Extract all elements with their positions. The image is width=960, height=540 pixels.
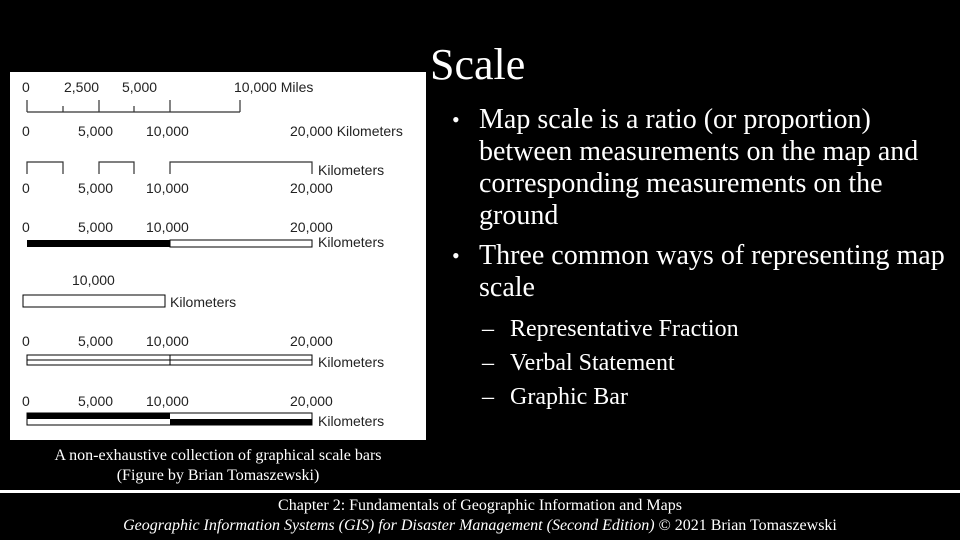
unit-label: Kilometers xyxy=(318,162,385,178)
tick-label: 5,000 xyxy=(78,333,114,349)
tick-label: 0 xyxy=(22,79,30,95)
sub-bullet-list xyxy=(446,312,946,414)
bullet-list xyxy=(446,104,946,414)
tick-label: 10,000 xyxy=(146,219,189,235)
unit-label: Kilometers xyxy=(318,354,385,370)
dash-icon: – xyxy=(482,316,494,342)
unit-label: Kilometers xyxy=(318,234,385,250)
footer-book-title: Geographic Information Systems (GIS) for Disaster Management (Second Edition) xyxy=(123,517,655,534)
tick-label: 20,000 xyxy=(290,219,333,235)
sub-bullet-text: Representative Fraction xyxy=(510,316,739,342)
slide-title: Scale xyxy=(430,40,526,89)
bar-segment-dark xyxy=(27,413,170,419)
caption-line: A non-exhaustive collection of graphical scale bars xyxy=(54,447,382,464)
sub-bullet-text: Verbal Statement xyxy=(510,350,675,376)
tick-label: 5,000 xyxy=(78,123,114,139)
tick-label: 10,000 xyxy=(72,272,115,288)
tick-label: 20,000 xyxy=(290,393,333,409)
scale-bar-miles xyxy=(22,79,313,112)
footer-citation xyxy=(0,516,960,536)
tick-label: 20,000 xyxy=(290,333,333,349)
bullet-item xyxy=(446,240,946,304)
footer-copyright: © 2021 Brian Tomaszewski xyxy=(654,517,837,534)
sub-bullet-item xyxy=(446,380,946,414)
bar-segment-dark xyxy=(170,419,312,425)
bullet-dot-icon: • xyxy=(452,243,460,268)
dash-icon: – xyxy=(482,384,494,410)
bar-segment-light xyxy=(170,240,312,247)
tick-label: 10,000 xyxy=(146,393,189,409)
bar-segment-dark xyxy=(27,240,170,247)
tick-label: 20,000 xyxy=(290,180,333,196)
tick-label: 10,000 xyxy=(146,123,189,139)
tick-label: 0 xyxy=(22,219,30,235)
tick-label: 0 xyxy=(22,393,30,409)
tick-label: 5,000 xyxy=(78,393,114,409)
bullet-text: Three common ways of representing map scale xyxy=(479,240,945,303)
sub-bullet-item xyxy=(446,312,946,346)
scale-bar-checkered xyxy=(22,393,384,429)
scale-bar-collection xyxy=(10,72,426,440)
scale-bar-alternating-single xyxy=(22,219,384,250)
footer-chapter: Chapter 2: Fundamentals of Geographic Information and Maps xyxy=(278,497,682,514)
dash-icon: – xyxy=(482,350,494,376)
bullet-text: Map scale is a ratio (or proportion) between measurements on the map and corresponding measurements on the ground xyxy=(479,104,919,231)
sub-bullet-text: Graphic Bar xyxy=(510,384,628,410)
tick-label: 10,000 xyxy=(146,333,189,349)
tick-label: 10,000 xyxy=(146,180,189,196)
scale-bar-figure xyxy=(10,72,426,440)
unit-label: Kilometers xyxy=(318,413,385,429)
footer xyxy=(0,496,960,536)
scale-bar-hollow xyxy=(23,272,236,310)
tick-label: 0 xyxy=(22,333,30,349)
scale-bar-ruler xyxy=(27,100,240,112)
tick-label: 5,000 xyxy=(78,180,114,196)
tick-label: 10,000 Miles xyxy=(234,79,314,95)
scale-bar-kilometers-ruler xyxy=(22,123,403,139)
tick-label: 0 xyxy=(22,123,30,139)
bullet-item xyxy=(446,104,946,232)
tick-label: 0 xyxy=(22,180,30,196)
bullet-dot-icon: • xyxy=(452,107,460,132)
figure-caption xyxy=(0,446,436,486)
tick-label: 5,000 xyxy=(122,79,158,95)
scale-bar-segmented xyxy=(22,162,384,196)
sub-bullet-item xyxy=(446,346,946,380)
scale-bar-double-line xyxy=(22,333,384,370)
caption-credit: (Figure by Brian Tomaszewski) xyxy=(116,467,320,484)
scale-bar-brackets xyxy=(27,162,312,174)
tick-label: 20,000 Kilometers xyxy=(290,123,403,139)
tick-label: 5,000 xyxy=(78,219,114,235)
bar-block xyxy=(23,295,165,307)
tick-label: 2,500 xyxy=(64,79,100,95)
footer-divider xyxy=(0,490,960,493)
unit-label: Kilometers xyxy=(170,294,237,310)
